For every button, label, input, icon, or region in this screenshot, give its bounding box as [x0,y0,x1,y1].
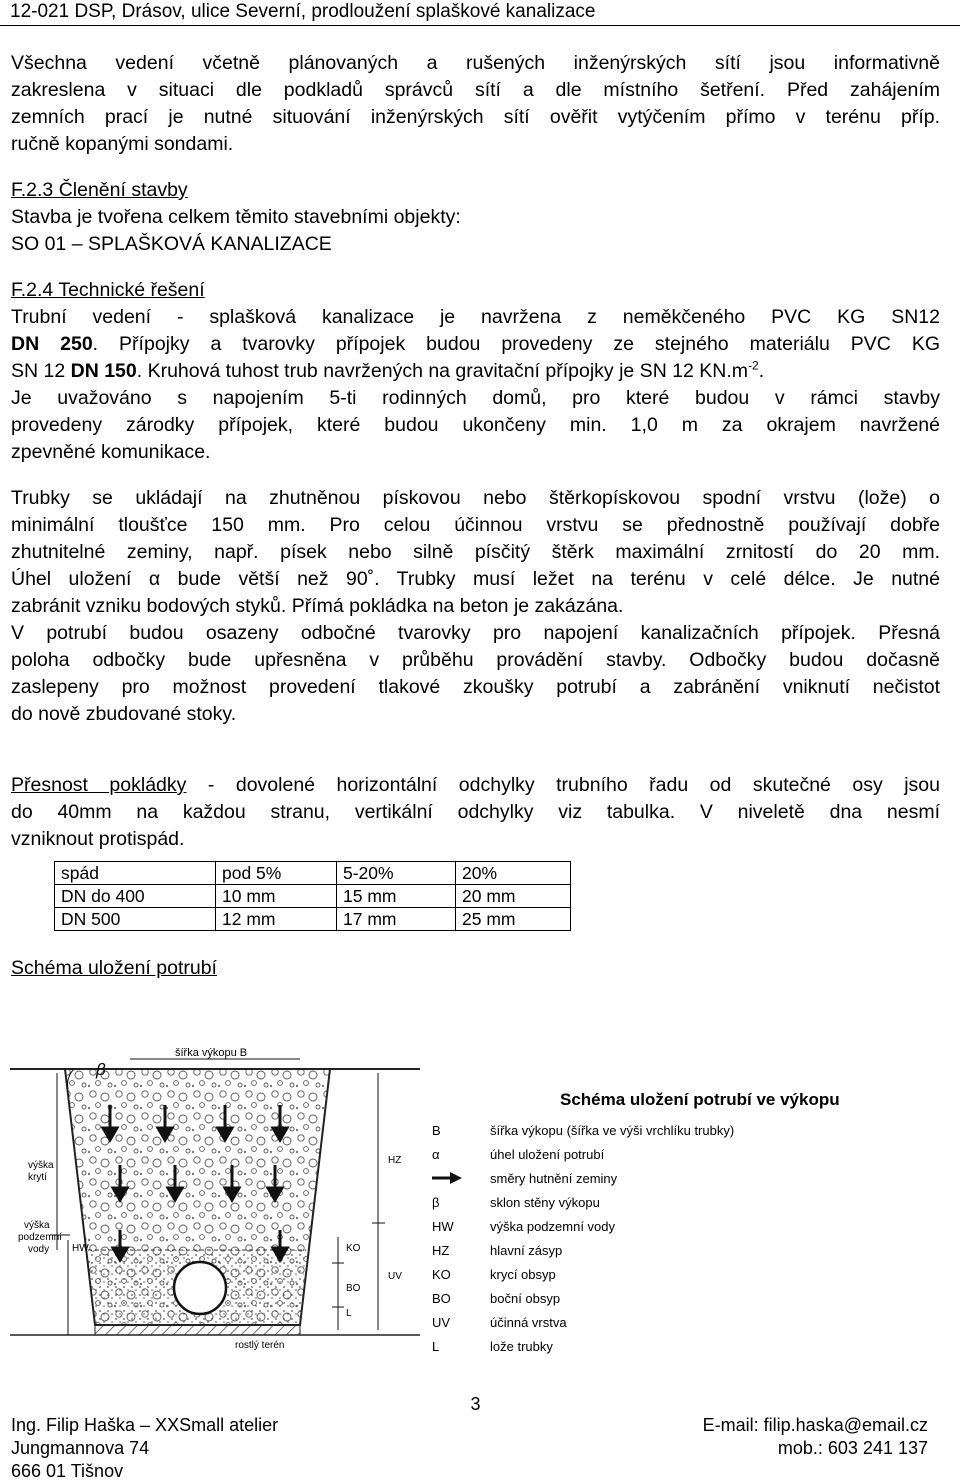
table-cell: 17 mm [337,908,456,931]
schema-heading-text: Schéma uložení potrubí [11,957,217,979]
pipes-line: zabránit vzniku bodových styků. Přímá pokládka na beton je zakázána. [11,595,624,617]
f24-line: provedeny zárodky přípojek, které budou ukončeny min. 1,0 m za okrajem navržené [11,414,940,436]
legend-key: KO [432,1267,451,1282]
water-label: podzemní [18,1232,62,1243]
table-cell: 10 mm [216,885,337,908]
legend-text: šířka výkopu (šířka ve výši vrchlíku trubky) [490,1123,735,1138]
legend-key: BO [432,1291,451,1306]
table-cell: 20% [456,862,571,885]
accuracy-line: do 40mm na každou stranu, vertikální odchylky viz tabulka. V niveletě dna nesmí [11,801,940,823]
bedding-layer [95,1325,300,1335]
legend-text: hlavní zásyp [490,1243,563,1258]
section-heading-f23 [11,177,940,204]
footer-city: 666 01 Tišnov [11,1461,124,1481]
cover-label: výška [28,1160,54,1171]
accuracy-line [11,772,940,799]
right-labels [346,1155,402,1319]
f23-heading-text: F.2.3 Členění stavby [11,179,188,201]
table-row [55,862,571,885]
accuracy-title: Přesnost pokládky [11,774,187,796]
l-label: L [346,1308,352,1319]
table-cell: 5-20% [337,862,456,885]
legend-key: UV [432,1315,451,1330]
section-heading-f24 [11,277,940,304]
f24-line: Trubní vedení - splašková kanalizace je navržena z neměkčeného PVC KG SN12 [11,306,940,328]
legend-text: směry hutnění zeminy [490,1171,618,1186]
f24-line: zpevněné komunikace. [11,441,211,463]
legend-text: výška podzemní vody [490,1219,616,1234]
pipes-line: minimální tloušťce 150 mm. Pro celou účinnou vrstvu se přednostně používají dobře [11,514,940,536]
pipes-line: zhutnitelné zeminy, např. písek nebo silně písčitý štěrk maximální zrnitostí do 20 mm. [11,541,940,563]
intro-line: Všechna vedení včetně plánovaných a rušených inženýrských sítí jsou informativně [11,52,940,74]
dn-250: DN 250 [11,333,93,355]
table-cell: spád [55,862,216,885]
table-cell: DN do 400 [55,885,216,908]
water-label: výška [24,1220,50,1231]
table-cell: 15 mm [337,885,456,908]
legend-text: sklon stěny výkopu [490,1195,600,1210]
pipes-line: zaslepeny pro možnost provedení tlakové zkoušky potrubí a zabránění vniknutí nečistot [11,676,940,698]
cover-label: krytí [28,1172,47,1183]
intro-line: zakreslena v situaci dle podkladů správců sítí a dle místního šetření. Před zahájením [11,79,940,101]
header-title: 12-021 DSP, Drásov, ulice Severní, prodloužení splaškové kanalizace [10,1,596,22]
ko-label: KO [346,1243,361,1254]
f24-text: SN 12 [11,360,71,382]
legend-key: HW [432,1219,454,1234]
schema-title: Schéma uložení potrubí ve výkopu [560,1090,840,1109]
solid-ground-label: rostlý terén [235,1340,285,1351]
hw-label: HW [72,1243,89,1254]
table-row [55,885,571,908]
legend-text: boční obsyp [490,1291,561,1306]
table-cell: pod 5% [216,862,337,885]
table-cell: 25 mm [456,908,571,931]
pipes-line: do nově zbudované stoky. [11,703,237,725]
legend-text: úhel uložení potrubí [490,1147,605,1162]
accuracy-line: vzniknout protispád. [11,828,185,850]
table-cell: 20 mm [456,885,571,908]
width-label: šířka výkopu B [175,1047,248,1059]
accuracy-text: - dovolené horizontální odchylky trubního řadu od skutečné osy jsou [186,774,940,796]
legend-text: účinná vrstva [490,1315,567,1330]
pipe-circle [174,1262,226,1314]
schema-legend [432,1123,734,1354]
legend-key: β [432,1195,440,1210]
table-cell: 12 mm [216,908,337,931]
exponent: -2 [748,358,759,373]
pipes-line: V potrubí budou osazeny odbočné tvarovky pro napojení kanalizačních přípojek. Přesná [11,622,940,644]
footer-name: Ing. Filip Haška – XXSmall atelier [11,1415,279,1435]
beta-label: β [96,1060,106,1079]
intro-line: ručně kopanými sondami. [11,133,234,155]
f24-line [11,358,940,385]
document-body [11,50,940,982]
page-header [0,0,960,26]
f23-line: SO 01 – SPLAŠKOVÁ KANALIZACE [11,233,332,255]
dn-150: DN 150 [70,360,137,382]
footer-email: E-mail: filip.haska@email.cz [702,1415,928,1435]
pipes-line: poloha odbočky bude upřesněna v průběhu provádění stavby. Odbočky budou dočasně [11,649,940,671]
water-label: vody [28,1244,50,1255]
f24-text: . Kruhová tuhost trub navržených na gravitační přípojky je SN 12 KN.m [136,360,749,382]
table-row [55,908,571,931]
legend-text: krycí obsyp [490,1267,556,1282]
f24-text: . [758,360,765,382]
f24-line: Je uvažováno s napojením 5-ti rodinných domů, pro které budou v rámci stavby [11,387,940,409]
bo-label: BO [346,1283,361,1294]
f24-heading-text: F.2.4 Technické řešení [11,279,205,301]
footer-street: Jungmannova 74 [11,1438,150,1458]
legend-text: lože trubky [490,1339,553,1354]
legend-key: B [432,1123,441,1138]
arrow-icon [432,1172,462,1184]
f24-text: . Přípojky a tvarovky přípojek budou provedeny ze stejného materiálu PVC KG [92,333,940,355]
pipes-line: Trubky se ukládají na zhutněnou pískovou nebo štěrkopískovou spodní vrstvu (lože) o [11,487,940,509]
pipes-line: Úhel uložení α bude větší než 90˚. Trubky musí ležet na terénu v celé délce. Je nutné [11,568,940,590]
trench-diagram [10,1045,950,1360]
tolerance-table [54,861,571,931]
table-cell: DN 500 [55,908,216,931]
f24-line [11,331,940,358]
intro-line: zemních prací je nutné situování inženýrských sítí ověřit vytýčením přímo v terénu příp. [11,106,940,128]
page-number: 3 [470,1394,481,1414]
hz-label: HZ [388,1155,402,1166]
schema-heading [11,955,940,982]
legend-key: HZ [432,1243,450,1258]
footer-phone: mob.: 603 241 137 [777,1438,928,1458]
uv-label: UV [388,1271,402,1282]
f23-line: Stavba je tvořena celkem těmito stavebními objekty: [11,206,461,228]
legend-key: α [432,1147,440,1162]
legend-key: L [432,1339,440,1354]
